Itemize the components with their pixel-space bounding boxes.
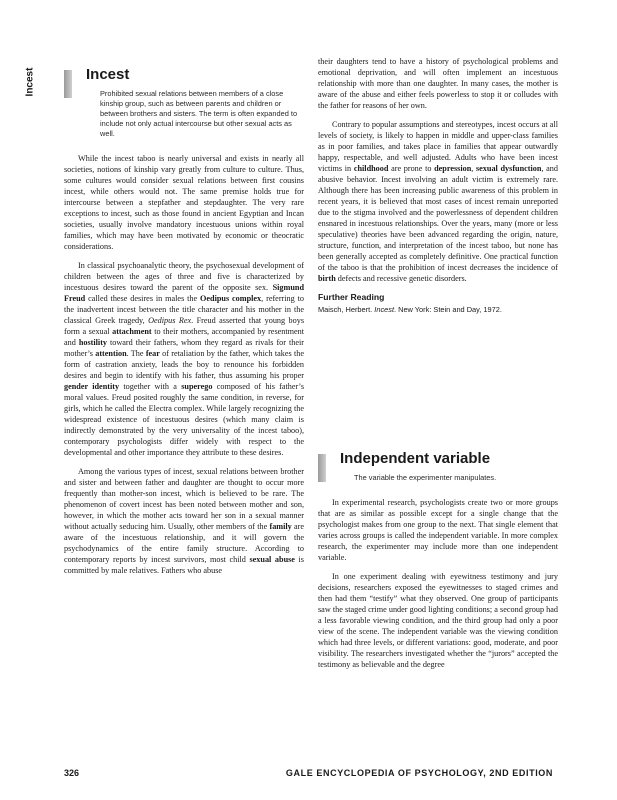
text-run: to their mothers, accompanied by resentment and	[64, 327, 304, 347]
paragraph	[318, 56, 558, 111]
text-run: , and abusive behavior. Incest involving an adult victim is extremely rare. Although there has been increasing public awareness of this problem in recent years, it is believed that most cases of incest remain unreported due to the stigma involved and the powerlessness of dependent children ensnared in incestuous relationships. Over the years, many (more or less speculative) theories have been advanced regarding the origin, nature, structure, function, and interpretation of the incest taboo, but none has been generally accepted as completely definitive. One practical function of the taboo is that the prohibition of incest decreases the incidence of	[318, 164, 558, 272]
text-run: of retaliation by the father, which takes the form of castration anxiety, leads the boy to renounce his forbidden desires and begin to identify with his father, thus assuming his proper	[64, 349, 304, 380]
page-number: 326	[64, 768, 80, 778]
left-column	[64, 56, 304, 584]
further-reading-citation	[318, 305, 558, 314]
glossary-term: sexual dysfunction	[475, 164, 542, 173]
text-run: , referring to the inadvertent incest between the title character and his mother in the classical Greek tragedy,	[64, 294, 304, 325]
right-column-bottom	[318, 440, 558, 678]
glossary-term: birth	[318, 274, 336, 283]
glossary-term: attachment	[112, 327, 152, 336]
text-run: While the incest taboo is nearly universal and exists in nearly all societies, notions of kinship vary greatly from culture to culture. Thus, some cultures would consider sexual relations between first cousins incest, while others would not. The same premise holds true for intercourse between a stepfather and stepdaughter. The very rare exceptions to incest, such as those found in ancient Egyptian and Incan societies, usually involve mandatory incestuous unions within royal families, which may have been motivated by economic or theocratic considerations.	[64, 154, 304, 251]
text-run: . The	[126, 349, 146, 358]
right-column-top	[318, 56, 558, 314]
text-run: toward their fathers, whom they regard as rivals for their mother’s	[64, 338, 304, 358]
italic-title: Incest	[374, 305, 394, 314]
text-run: composed of his father’s moral values. Freud posited roughly the same condition, in reverse, for girls, which he called the Electra complex. While largely recognizing the widespread existence of incestuous desires (which many claim is indirectly demonstrated by the very universality of the incest taboo), contemporary psychologists differ widely with respect to the developmental and other importance they attribute to these desires.	[64, 382, 305, 457]
text-run: In one experiment dealing with eyewitness testimony and jury decisions, researchers exposed the eyewitnesses to staged crimes and then had them “testify” what they observed. One group of participants saw the staged crime under good lighting conditions; a second group had a less favorable viewing condition, and the third group had only a poor view of the scene. The independent variable was the viewing condition which had three levels, or different variations: good, moderate, and poor visibility. The researchers investigated whether the “jurors” accepted the testimony as believable and the degree	[318, 572, 558, 669]
glossary-term: superego	[181, 382, 213, 391]
paragraph	[318, 571, 558, 670]
page-footer	[64, 768, 553, 778]
incest-definition: Prohibited sexual relations between members of a close kinship group, such as between parents and children or between brothers and sisters. The term is often expanded to include not only actual intercourse but other sexual acts as well.	[100, 89, 298, 138]
incest-entry-header	[64, 66, 304, 83]
glossary-term: family	[269, 522, 292, 531]
glossary-term: childhood	[353, 164, 389, 173]
text-run: Contrary to popular assumptions and stereotypes, incest occurs at all levels of society, is likely to happen in middle and upper-class families as in poor families, and takes place in families that appear outwardly happy, respectable, and well adjusted. Adults who have been incest victims in	[318, 120, 558, 173]
text-run: their daughters tend to have a history of psychological problems and emotional deprivation, and will often implement an incestuous relationship with more than one daughter. In many cases, the mother is aware of the abuse and either feels powerless to stop it or colludes with the father for reasons of her own.	[318, 57, 558, 110]
glossary-term: Sigmund Freud	[64, 283, 304, 303]
text-run: Among the various types of incest, sexual relations between brother and sister and between father and daughter are thought to occur more frequently than mother-son incest, which is believed to be rare. The phenomenon of covert incest has been noted between mother and son, however, in which the mother acts toward her son in a sexual manner without actually seducing him. Usually, other members of the	[64, 467, 304, 531]
text-run: In classical psychoanalytic theory, the psychosexual development of children between the ages of three and five is characterized by incestuous desires toward the parent of the opposite sex.	[64, 261, 304, 292]
glossary-term: fear	[145, 349, 160, 358]
paragraph	[318, 497, 558, 563]
glossary-term: attention	[95, 349, 127, 358]
paragraph	[64, 260, 304, 458]
glossary-term: sexual abuse	[249, 555, 295, 564]
incest-body-continued	[318, 56, 558, 284]
text-run: together with a	[119, 382, 182, 391]
glossary-term: hostility	[78, 338, 108, 347]
paragraph	[318, 119, 558, 284]
text-run: . Freud asserted that young boys form a sexual	[64, 316, 305, 336]
text-run: Maisch, Herbert.	[318, 305, 375, 314]
running-head-tab	[22, 58, 38, 106]
glossary-term: depression	[434, 164, 472, 173]
paragraph	[64, 466, 304, 576]
publication-title: GALE ENCYCLOPEDIA OF PSYCHOLOGY, 2ND EDITION	[285, 768, 553, 778]
text-run: are aware of the incestuous relationship, and it will govern the psychodynamics of the entire family structure. According to contemporary reports by incest survivors, most child	[64, 522, 304, 564]
text-run: defects and recessive genetic disorders.	[335, 274, 467, 283]
glossary-term: Oedipus complex	[200, 294, 262, 303]
glossary-term: gender identity	[64, 382, 120, 391]
further-reading-heading: Further Reading	[318, 292, 385, 302]
italic-title: Oedipus Rex	[148, 316, 192, 325]
running-head: Incest	[24, 67, 36, 97]
text-run: are prone to	[388, 164, 435, 173]
text-run: is committed by male relatives. Fathers who abuse	[64, 555, 304, 575]
text-run: called these desires in males the	[85, 294, 201, 303]
text-run: . New York: Stein and Day, 1972.	[394, 305, 502, 314]
incest-title: Incest	[86, 66, 130, 83]
independent-variable-title: Independent variable	[340, 450, 491, 467]
independent-variable-definition: The variable the experimenter manipulates.	[354, 473, 497, 482]
paragraph	[64, 153, 304, 252]
independent-variable-entry-header	[318, 450, 558, 467]
text-run: In experimental research, psychologists create two or more groups that are as similar as possible except for a single change that the psychologist makes from one group to the next. That single element that varies across groups is called the independent variable. In more complex research, the experimenter may include more than one independent variable.	[318, 498, 558, 562]
incest-body	[64, 153, 304, 576]
text-run: ,	[471, 164, 476, 173]
independent-variable-body	[318, 497, 558, 670]
